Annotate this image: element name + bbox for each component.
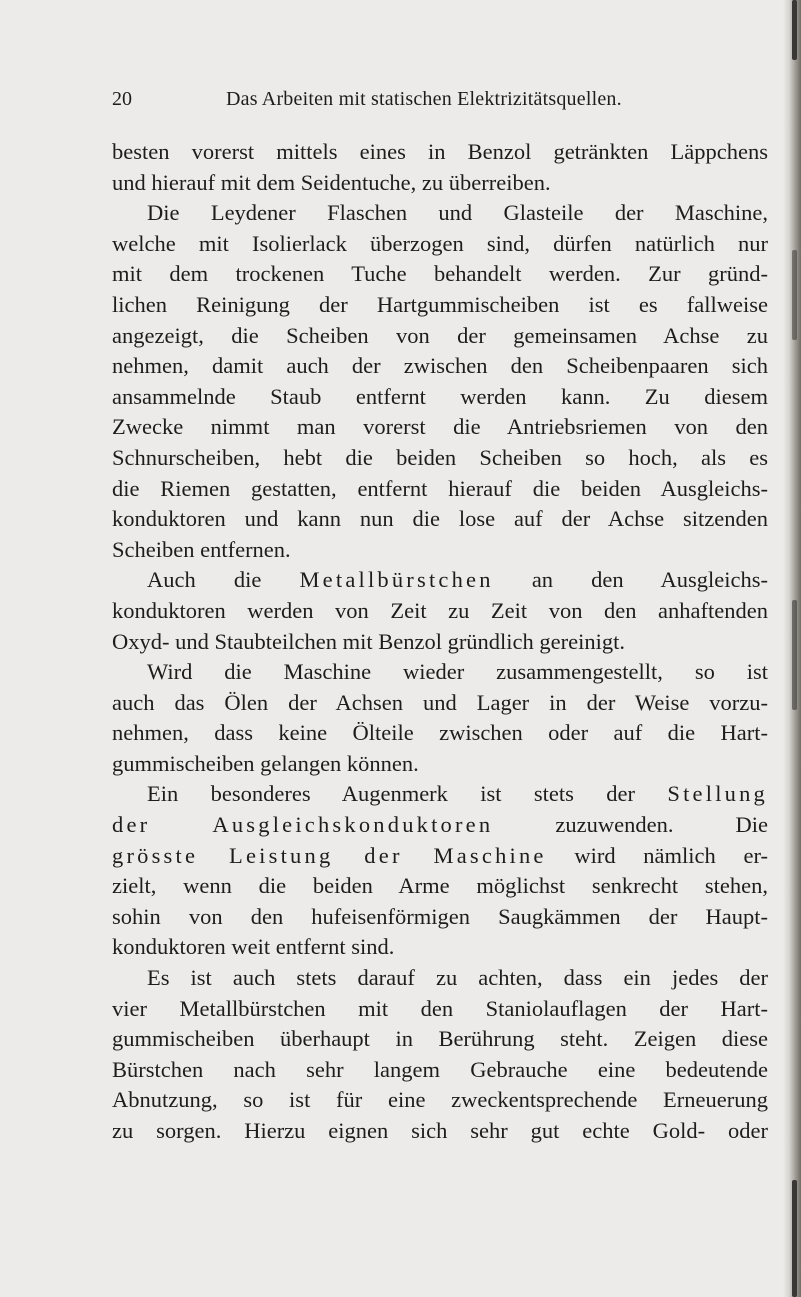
text-line: Zwecke nimmt man vorerst die Antriebsriemen von den: [112, 414, 768, 440]
text-line: Die Leydener Flaschen und Glasteile der Maschine,: [147, 200, 768, 226]
text-line: zielt, wenn die beiden Arme möglichst senkrecht stehen,: [112, 873, 768, 899]
spaced-emphasis: Stellung: [667, 781, 768, 807]
text-segment: wird nämlich er-: [574, 842, 769, 868]
text-line: Es ist auch stets darauf zu achten, dass ein jedes der: [147, 965, 768, 991]
text-segment: zuzuwenden. Die: [555, 812, 769, 838]
text-line: lichen Reinigung der Hartgummischeiben ist es fallweise: [112, 291, 768, 317]
text-line: angezeigt, die Scheiben von der gemeinsamen Achse zu: [112, 322, 768, 348]
page-number: 20: [112, 88, 132, 110]
spaced-emphasis: Ausgleichskonduktoren: [212, 812, 494, 838]
text-line: vier Metallbürstchen mit den Staniolauflagen der Hart-: [112, 995, 768, 1021]
body-text: [112, 137, 768, 1147]
binding-mark: [792, 1180, 797, 1297]
text-segment: Ein besonderes Augenmerk ist stets der: [147, 781, 636, 807]
text-line: auch das Ölen der Achsen und Lager in der Weise vorzu-: [112, 689, 768, 715]
text-line-spaced: [112, 565, 768, 596]
text-line: sohin von den hufeisenförmigen Saugkämmen der Haupt-: [112, 903, 768, 929]
text-segment: an den Ausgleichs-: [531, 567, 769, 593]
text-line: und hierauf mit dem Seidentuche, zu überreiben.: [112, 169, 551, 195]
page-edge-shadow: [783, 0, 801, 1297]
binding-mark: [792, 600, 797, 710]
text-line: nehmen, damit auch der zwischen den Scheibenpaaren sich: [112, 353, 768, 379]
text-line-spaced: [112, 779, 768, 810]
running-head: Das Arbeiten mit statischen Elektrizitätsquellen.: [226, 88, 622, 110]
binding-mark: [792, 0, 797, 60]
binding-mark: [792, 250, 797, 340]
text-line: konduktoren werden von Zeit zu Zeit von den anhaftenden: [112, 597, 768, 623]
text-line: Wird die Maschine wieder zusammengestellt, so ist: [147, 659, 768, 685]
text-line: konduktoren weit entfernt sind.: [112, 934, 395, 960]
text-line: gummischeiben gelangen können.: [112, 750, 419, 776]
page-header: [112, 88, 767, 118]
text-line: ansammelnde Staub entfernt werden kann. Zu diesem: [112, 383, 768, 409]
text-line: nehmen, dass keine Ölteile zwischen oder auf die Hart-: [112, 720, 768, 746]
text-line: besten vorerst mittels eines in Benzol getränkten Läppchens: [112, 139, 768, 164]
text-line: Abnutzung, so ist für eine zweckentsprechende Erneuerung: [112, 1087, 768, 1113]
text-line: welche mit Isolierlack überzogen sind, dürfen natürlich nur: [112, 230, 768, 256]
spaced-emphasis: grösste Leistung der Maschine: [112, 842, 547, 868]
text-line: Scheiben entfernen.: [112, 536, 291, 562]
text-line-spaced: [112, 810, 768, 841]
text-segment: Auch die: [147, 567, 262, 593]
text-line: Oxyd- und Staubteilchen mit Benzol gründlich gereinigt.: [112, 628, 626, 654]
text-line: konduktoren und kann nun die lose auf der Achse sitzenden: [112, 506, 768, 532]
spaced-emphasis: der: [112, 812, 151, 838]
text-line: gummischeiben überhaupt in Berührung steht. Zeigen diese: [112, 1026, 768, 1052]
text-line: Schnurscheiben, hebt die beiden Scheiben so hoch, als es: [112, 444, 768, 470]
text-line: mit dem trockenen Tuche behandelt werden. Zur gründ-: [112, 261, 768, 287]
text-line: die Riemen gestatten, entfernt hierauf die beiden Ausgleichs-: [112, 475, 768, 501]
text-line-spaced: [112, 841, 768, 872]
spaced-emphasis: Metallbürstchen: [299, 567, 494, 593]
text-line: zu sorgen. Hierzu eignen sich sehr gut echte Gold- oder: [112, 1118, 768, 1143]
text-line: Bürstchen nach sehr langem Gebrauche eine bedeutende: [112, 1056, 768, 1082]
